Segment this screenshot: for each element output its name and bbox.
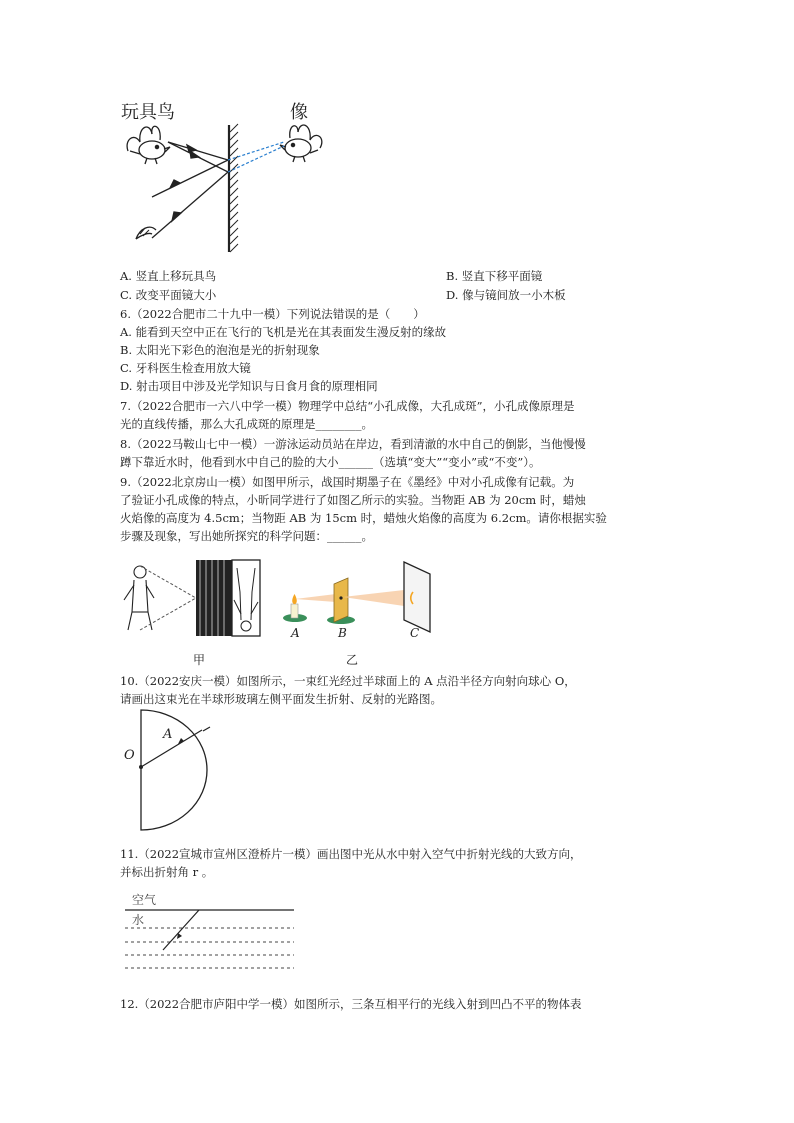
label-screen-c: C [410, 626, 420, 640]
q10-line-1: 10.（2022安庆一模）如图所示，一束红光经过半球面上的 A 点沿半径方向射向球心 O， [120, 674, 576, 688]
label-image: 像 [290, 102, 308, 123]
label-a: A [163, 727, 173, 742]
q9-line-4: 步骤及现象，写出她所探究的科学问题：______。 [120, 529, 373, 543]
q6-option-d: D. 射击项目中涉及光学知识与日食月食的原理相同 [120, 379, 378, 393]
q6-option-a: A. 能看到天空中正在飞行的飞机是光在其表面发生漫反射的缘故 [120, 325, 447, 339]
q11-line-1: 11.（2022宣城市宣州区澄桥片一模）画出图中光从水中射入空气中折射光线的大致方向， [120, 847, 582, 861]
q5-option-c: C. 改变平面镜大小 [120, 288, 217, 302]
label-air: 空气 [132, 893, 157, 907]
q6-stem: 6.（2022合肥市二十九中一模）下列说法错误的是（ ） [120, 307, 425, 321]
q5-option-d: D. 像与镜间放一小木板 [446, 288, 566, 302]
label-candle-a: A [291, 626, 300, 640]
q12-line-1: 12.（2022合肥市庐阳中学一模）如图所示，三条互相平行的光线入射到凹凸不平的物体表 [120, 997, 582, 1011]
q7-line-1: 7.（2022合肥市一六八中学一模）物理学中总结“小孔成像，大孔成斑”，小孔成像原理是 [120, 399, 575, 413]
label-water: 水 [132, 913, 145, 927]
q9-line-1: 9.（2022北京房山一模）如图甲所示，战国时期墨子在《墨经》中对小孔成像有记载。为 [120, 475, 575, 489]
q5-option-b: B. 竖直下移平面镜 [446, 269, 543, 283]
caption-yi: 乙 [346, 653, 359, 667]
q7-line-2: 光的直线传播，那么大孔成斑的原理是________。 [120, 417, 373, 431]
label-o: O [124, 748, 135, 763]
caption-jia: 甲 [193, 653, 206, 667]
q10-line-2: 请画出这束光在半球形玻璃左侧平面发生折射、反射的光路图。 [120, 692, 442, 706]
incident-ray-in-water [163, 910, 199, 950]
q5-option-a: A. 竖直上移玩具鸟 [120, 269, 217, 283]
q8-line-1: 8.（2022马鞍山七中一模）一游泳运动员站在岸边，看到清澈的水中自己的倒影，当他慢慢 [120, 437, 586, 451]
q6-option-b: B. 太阳光下彩色的泡泡是光的折射现象 [120, 343, 320, 357]
q9-line-3: 火焰像的高度为 4.5cm；当物距 AB 为 15cm 时，蜡烛火焰像的高度为 6.2cm。请你根据实验 [120, 511, 607, 525]
q6-option-c: C. 牙科医生检查用放大镜 [120, 361, 251, 375]
label-plate-b: B [338, 626, 347, 640]
q9-line-2: 了验证小孔成像的特点，小昕同学进行了如图乙所示的实验。当物距 AB 为 20cm 时，蜡烛 [120, 493, 586, 507]
label-toy-bird: 玩具鸟 [121, 102, 175, 123]
q11-line-2: 并标出折射角 r 。 [120, 865, 214, 879]
q8-line-2: 蹲下靠近水时，他看到水中自己的脸的大小______（选填“变大”“变小”或“不变”）。 [120, 455, 541, 469]
